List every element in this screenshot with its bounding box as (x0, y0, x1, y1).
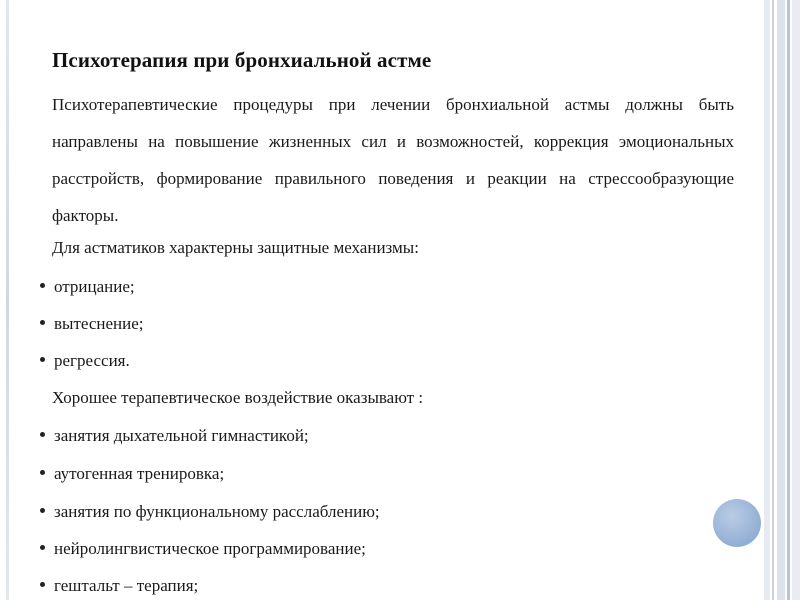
list-item-text: занятия дыхательной гимнастикой; (54, 426, 309, 445)
left-frame-line (6, 0, 9, 600)
right-decor-stripe (764, 0, 770, 600)
list-item-text: вытеснение; (54, 314, 144, 333)
therapy-heading: Хорошее терапевтическое воздействие оказывают : (52, 388, 424, 407)
list-item-text: занятия по функциональному расслаблению; (54, 502, 380, 521)
list-item (40, 574, 198, 598)
right-decor-stripe (787, 0, 790, 600)
list-item-text: отрицание; (54, 277, 135, 296)
slide-title: Психотерапия при бронхиальной астме (52, 48, 432, 72)
bullet-icon (40, 582, 45, 587)
list-item (40, 312, 144, 336)
bullet-icon (40, 545, 45, 550)
list-item-text: гештальт – терапия; (54, 576, 199, 595)
bullet-icon (40, 357, 45, 362)
list-item (40, 275, 135, 299)
list-item (40, 462, 224, 486)
list-item (40, 500, 380, 524)
list-item-text: аутогенная тренировка; (54, 464, 225, 483)
list-item (40, 537, 366, 561)
intro-paragraph: Психотерапевтические процедуры при лечении бронхиальной астмы должны быть направлены на повышение жизненных сил и возможностей, коррекция эмоциональных расстройств, формирование правильного поведения и реакции на стрессообразующие факторы. (52, 95, 734, 225)
bullet-icon (40, 508, 45, 513)
bullet-icon (40, 432, 45, 437)
right-decor-stripe (777, 0, 785, 600)
right-decor-stripe (772, 0, 774, 600)
bullet-icon (40, 470, 45, 475)
bullet-icon (40, 320, 45, 325)
list-item-text: регрессия. (54, 351, 130, 370)
decorative-circle (713, 499, 761, 547)
right-decor-stripe (792, 0, 800, 600)
list-item (40, 424, 309, 448)
list-item-text: нейролингвистическое программирование; (54, 539, 366, 558)
mechanisms-heading: Для астматиков характерны защитные механизмы: (52, 238, 419, 257)
list-item (40, 349, 130, 373)
bullet-icon (40, 283, 45, 288)
